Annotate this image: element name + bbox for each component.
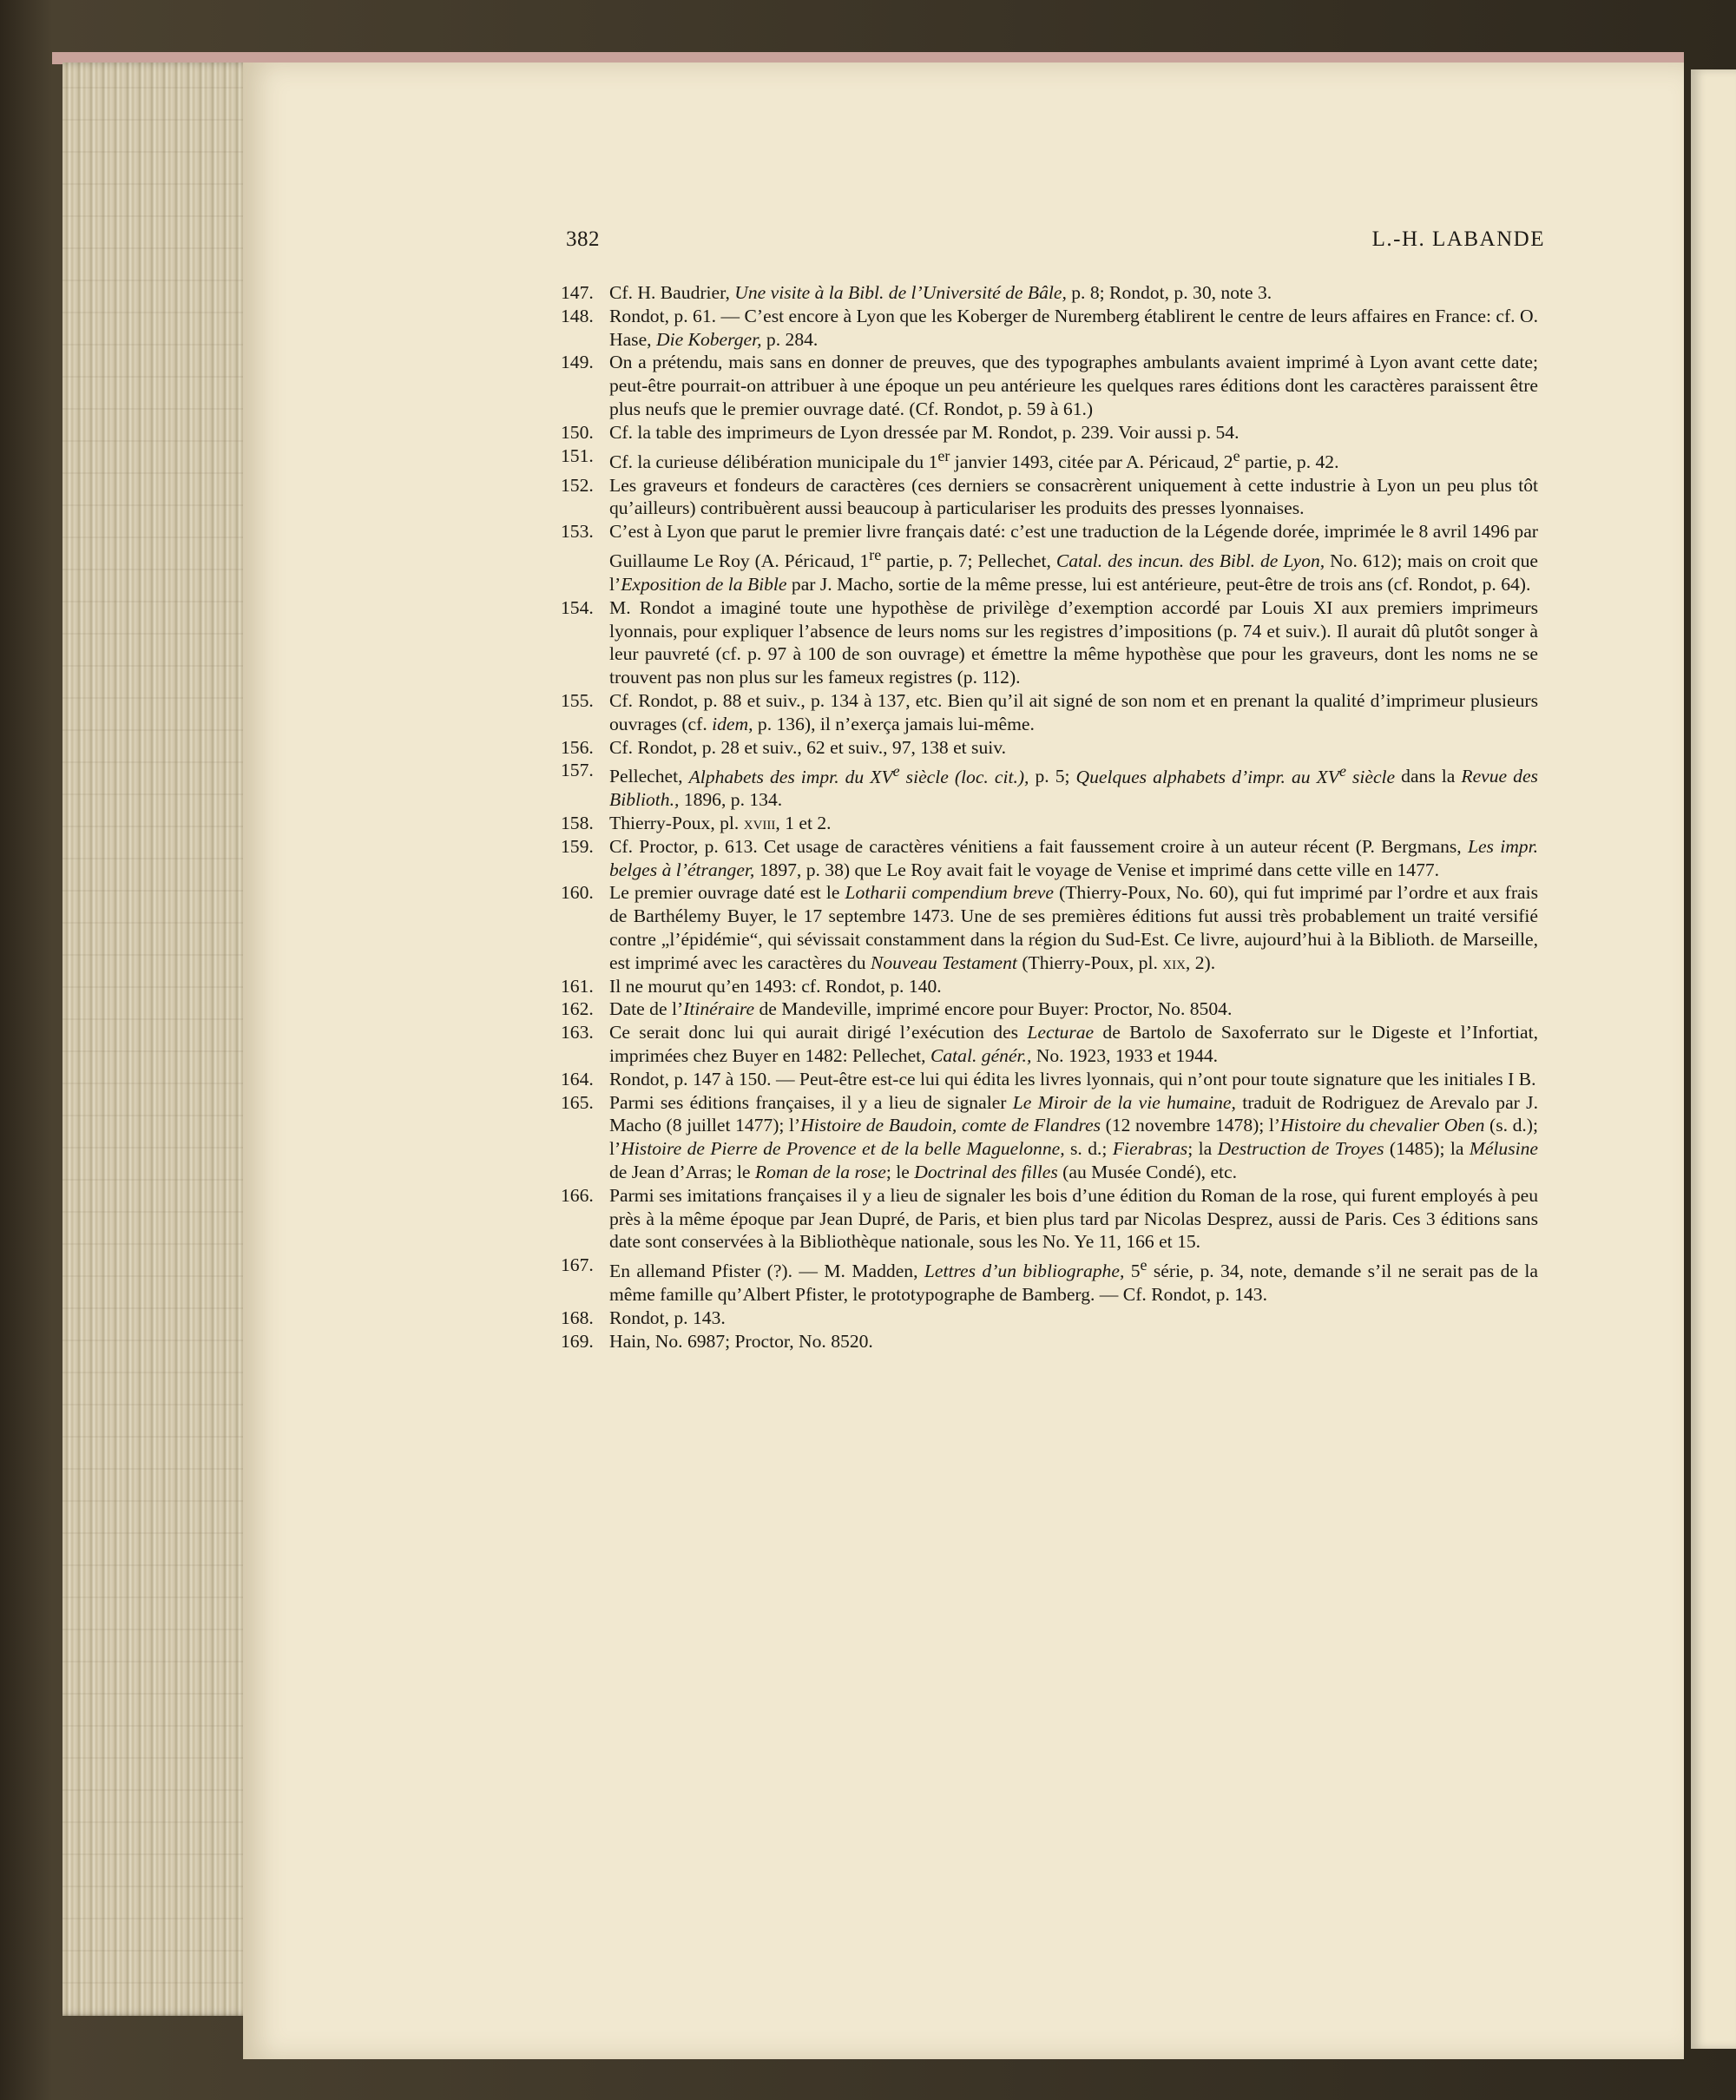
endnote-text: Cf. la table des imprimeurs de Lyon dressée par M. Rondot, p. 239. Voir aussi p. 54. [609, 421, 1240, 443]
endnote-number: 147. [561, 282, 594, 303]
endnote-number: 158. [561, 813, 594, 834]
endnote [561, 1307, 1538, 1330]
endnote-number: 152. [561, 474, 594, 496]
endnote-text: En allemand Pfister (?). — M. Madden, Lettres d’un bibliographe, 5e série, p. 34, note, demande s’il ne serait pas de la même famille qu’Albert Pfister, le prototypographe de Bamberg. — Cf. Rondot, p. 143. [609, 1256, 1539, 1306]
endnote-text: Rondot, p. 61. — C’est encore à Lyon que les Koberger de Nuremberg établirent le centre de leurs affaires en France: cf. O. Hase, Die Koberger, p. 284. [609, 305, 1538, 350]
endnote-text: Cf. Rondot, p. 28 et suiv., 62 et suiv., 97, 138 et suiv. [609, 736, 1007, 758]
page-edges-stack [62, 63, 253, 2016]
endnote-text: Date de l’Itinéraire de Mandeville, imprimé encore pour Buyer: Proctor, No. 8504. [609, 998, 1233, 1020]
endnote [561, 689, 1538, 736]
endnote-text: Rondot, p. 147 à 150. — Peut-être est-ce lui qui édita les livres lyonnais, qui n’ont pour toute signature que les initiales I B. [609, 1068, 1536, 1089]
endnote [561, 305, 1538, 352]
endnote [561, 881, 1538, 974]
endnote [561, 520, 1538, 596]
endnote-number: 165. [561, 1091, 594, 1113]
running-head-author: L.-H. LABANDE [1371, 227, 1545, 251]
endnote [561, 351, 1538, 420]
endnote-number: 169. [561, 1330, 594, 1352]
endnote [561, 1091, 1538, 1184]
endnote-text: Cf. Rondot, p. 88 et suiv., p. 134 à 137, etc. Bien qu’il ait signé de son nom et en prenant la qualité d’imprimeur plusieurs ouvrages (cf. idem, p. 136), il n’exerça jamais lui-même. [609, 689, 1538, 734]
endnote-text: Rondot, p. 143. [609, 1307, 726, 1329]
endnote-text: Pellechet, Alphabets des impr. du XVe siècle (loc. cit.), p. 5; Quelques alphabets d’impr. au XVe siècle dans la Revue des Biblioth., 1896, p. 134. [609, 761, 1538, 811]
endnote [561, 421, 1538, 444]
endnote-number: 167. [561, 1254, 594, 1276]
adjacent-page-edge [1691, 69, 1736, 2049]
endnote [561, 1330, 1538, 1353]
endnote-text: Cf. la curieuse délibération municipale du 1er janvier 1493, citée par A. Péricaud, 2e partie, p. 42. [609, 446, 1339, 472]
endnote-number: 166. [561, 1184, 594, 1206]
endnote-text: Cf. Proctor, p. 613. Cet usage de caractères vénitiens a fait faussement croire à un auteur récent (P. Bergmans, Les impr. belges à l’étranger, 1897, p. 38) que Le Roy avait fait le voyage de Venise et imprimé dans cette ville en 1477. [609, 835, 1538, 880]
endnote-text: Le premier ouvrage daté est le Lotharii compendium breve (Thierry-Poux, No. 60), qui fut imprimé par l’ordre et aux frais de Barthélemy Buyer, le 17 septembre 1473. Une de ses premières éditions fut aussi très probablement un traité versifié contre „l’épidémie“, qui sévissait constamment dans la région du Sud-Est. Ce livre, aujourd’hui à la Biblioth. de Marseille, est imprimé avec les caractères du Nouveau Testament (Thierry-Poux, pl. xix, 2). [609, 882, 1539, 973]
endnote [561, 596, 1538, 689]
endnote [561, 474, 1538, 521]
endnote [561, 1254, 1538, 1307]
endnote-number: 157. [561, 760, 594, 781]
endnote [561, 736, 1538, 760]
endnote-number: 150. [561, 421, 594, 443]
endnote-number: 161. [561, 975, 594, 997]
endnote-text: On a prétendu, mais sans en donner de preuves, que des typographes ambulants avaient imprimé à Lyon avant cette date; peut-être pourrait-on attribuer à une époque un peu antérieure les quelques rares éditions dont les caractères paraissent être plus neufs que le premier ouvrage daté. (Cf. Rondot, p. 59 à 61.) [609, 352, 1538, 419]
endnote [561, 812, 1538, 835]
page-number: 382 [566, 227, 600, 251]
endnote-text: Il ne mourut qu’en 1493: cf. Rondot, p. 140. [609, 975, 942, 997]
endnote-number: 148. [561, 305, 594, 326]
endnote-number: 164. [561, 1068, 594, 1089]
running-header [566, 227, 1545, 257]
endnote-number: 160. [561, 882, 594, 904]
endnote-number: 149. [561, 352, 594, 373]
endnote [561, 281, 1538, 305]
endnote-number: 153. [561, 521, 594, 543]
endnote-text: Thierry-Poux, pl. xviii, 1 et 2. [609, 813, 832, 834]
endnote [561, 1068, 1538, 1091]
endnote-text: Ce serait donc lui qui aurait dirigé l’exécution des Lecturae de Bartolo de Saxoferrato sur le Digeste et l’Infortiat, imprimées chez Buyer en 1482: Pellechet, Catal. génér., No. 1923, 1933 et 1944. [609, 1022, 1539, 1067]
endnote-text: Parmi ses imitations françaises il y a lieu de signaler les bois d’une édition du Roman de la rose, qui furent employés à peu près à la même époque par Jean Dupré, de Paris, et bien plus tard par Nicolas Desprez, aussi de Paris. Ces 3 éditions sans date sont conservées à la Bibliothèque nationale, sous les No. Ye 11, 166 et 15. [609, 1184, 1538, 1253]
endnote-text: Cf. H. Baudrier, Une visite à la Bibl. de l’Université de Bâle, p. 8; Rondot, p. 30, note 3. [609, 282, 1272, 303]
endnote-number: 159. [561, 835, 594, 857]
endnote [561, 444, 1538, 474]
endnote [561, 835, 1538, 882]
endnote-text: M. Rondot a imaginé toute une hypothèse de privilège d’exemption accordé par Louis XI aux premiers imprimeurs lyonnais, pour expliquer l’absence de leurs noms sur les registres d’impositions (p. 74 et suiv.). Il aurait dû plutôt songer à leur pauvreté (cf. p. 97 à 100 de son ouvrage) et émettre la même hypothèse que pour les graveurs, dont les noms ne se trouvent pas non plus sur les fameux registres (p. 112). [609, 596, 1538, 688]
endnote-number: 155. [561, 689, 594, 711]
endnote-number: 154. [561, 596, 594, 618]
endnotes-list [561, 281, 1538, 1353]
endnote [561, 1184, 1538, 1254]
endnote-number: 151. [561, 444, 594, 466]
endnote-number: 162. [561, 998, 594, 1020]
endnote-text: Les graveurs et fondeurs de caractères (ces derniers se consacrèrent uniquement à cette industrie à Lyon un peu plus tôt qu’ailleurs) contribuèrent aussi beaucoup à particulariser les produits des presses lyonnaises. [609, 474, 1538, 519]
endnote [561, 997, 1538, 1021]
endnote-number: 168. [561, 1307, 594, 1329]
endnote-number: 163. [561, 1022, 594, 1043]
endnote-number: 156. [561, 736, 594, 758]
endnote-text: Parmi ses éditions françaises, il y a lieu de signaler Le Miroir de la vie humaine, traduit de Rodriguez de Arevalo par J. Macho (8 juillet 1477); l’Histoire de Baudoin, comte de Flandres (12 novembre 1478); l’Histoire du chevalier Oben (s. d.); l’Histoire de Pierre de Provence et de la belle Maguelonne, s. d.; Fierabras; la Destruction de Troyes (1485); la Mélusine de Jean d’Arras; le Roman de la rose; le Doctrinal des filles (au Musée Condé), etc. [609, 1091, 1538, 1183]
endnote [561, 759, 1538, 812]
endnote [561, 1021, 1538, 1068]
endnote-text: C’est à Lyon que parut le premier livre français daté: c’est une traduction de la Légende dorée, imprimée le 8 avril 1496 par Guillaume Le Roy (A. Péricaud, 1re partie, p. 7; Pellechet, Catal. des incun. des Bibl. de Lyon, No. 612); mais on croit que l’Exposition de la Bible par J. Macho, sortie de la même presse, lui est antérieure, peut-être de trois ans (cf. Rondot, p. 64). [609, 521, 1539, 595]
endnote-text: Hain, No. 6987; Proctor, No. 8520. [609, 1330, 873, 1352]
endnote [561, 975, 1538, 998]
